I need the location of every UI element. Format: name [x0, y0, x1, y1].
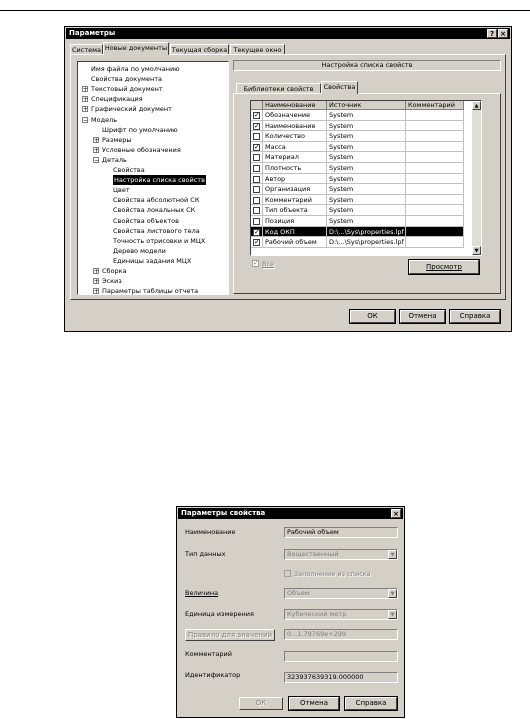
help-button[interactable]: Справка [450, 310, 500, 323]
row-name-cell: Рабочий объем [263, 237, 327, 248]
row-comment-cell [406, 216, 464, 227]
tree-item[interactable]: Шрифт по умолчанию [102, 125, 178, 134]
grid-scrollbar[interactable] [472, 101, 481, 255]
value-rule-button: Правило для значений [185, 629, 275, 641]
expand-icon[interactable]: + [94, 288, 100, 296]
table-row[interactable] [251, 142, 464, 153]
section-header: Настройка списка свойств [233, 60, 501, 71]
grid-header-comment[interactable]: Комментарий [406, 101, 464, 110]
close-icon[interactable]: × [498, 29, 508, 38]
row-name-cell: Организация [263, 184, 327, 195]
row-comment-cell [406, 152, 464, 163]
comment-field[interactable] [284, 651, 398, 662]
row-checkbox[interactable]: ✓ [254, 142, 260, 151]
row-name-cell: Комментарий [263, 195, 327, 206]
tree-item[interactable]: Графический документ [91, 105, 172, 114]
chevron-down-icon: ▼ [388, 589, 397, 598]
row-name-cell: Позиция [263, 216, 327, 227]
comment-label: Комментарий [185, 650, 232, 658]
row-checkbox[interactable] [253, 165, 260, 172]
expand-icon[interactable]: + [94, 268, 100, 275]
table-row[interactable] [251, 184, 464, 195]
tree-item[interactable]: Сборка [102, 267, 127, 275]
row-source-cell: System [327, 174, 406, 185]
row-check-cell [251, 216, 263, 227]
tree-item[interactable]: Точность отрисовки и МЦХ [113, 236, 206, 245]
unit-label: Единица измерения [185, 610, 254, 618]
row-check-cell [251, 142, 263, 153]
expand-icon[interactable]: + [94, 136, 100, 144]
tree-item[interactable]: Модель [91, 115, 118, 124]
tab-current-window[interactable]: Текущее окно [230, 44, 285, 55]
help-button[interactable]: Справка [345, 697, 397, 710]
expand-icon[interactable]: + [83, 86, 89, 94]
row-name-cell: Наименование [263, 121, 327, 132]
properties-grid [250, 100, 482, 256]
row-checkbox[interactable] [253, 197, 260, 204]
tree-item[interactable]: Дерево модели [113, 246, 166, 255]
row-checkbox[interactable]: ✓ [254, 121, 260, 130]
tree-item[interactable]: Свойства листового тела [113, 226, 200, 235]
grid-header-source[interactable]: Источник [327, 101, 406, 110]
tree-item[interactable]: Единицы задания МЦХ [113, 256, 192, 265]
property-params-dialog [176, 506, 405, 718]
row-checkbox[interactable]: ✓ [254, 227, 260, 236]
table-row[interactable] [251, 121, 464, 132]
properties-tab-page [233, 93, 501, 294]
row-check-cell [251, 110, 263, 121]
tree-item[interactable]: Свойства [113, 166, 145, 174]
row-check-cell [251, 227, 263, 238]
row-name-cell: Плотность [263, 163, 327, 174]
tree-item[interactable]: Размеры [102, 135, 132, 144]
preview-button[interactable]: Просмотр [409, 260, 479, 274]
value-rule-field: 0...1.79769e+299 [284, 629, 398, 640]
row-name-cell: Обозначение [263, 110, 327, 121]
tree-item[interactable]: Цвет [113, 186, 130, 195]
cancel-button[interactable]: Отмена [289, 697, 339, 710]
row-checkbox[interactable]: ✓ [254, 111, 260, 119]
row-source-cell: System [327, 142, 406, 153]
row-comment-cell [406, 174, 464, 185]
tree-item[interactable]: Настройка списка свойств [114, 176, 205, 185]
tab-system[interactable]: Система [71, 46, 101, 54]
property-dialog-title: Параметры свойства [181, 509, 266, 517]
row-check-cell [251, 174, 263, 185]
row-source-cell: System [327, 205, 406, 216]
row-name-cell: Автор [263, 174, 327, 185]
table-row[interactable] [251, 195, 464, 206]
row-source-cell: System [327, 131, 406, 142]
tree-item[interactable]: Спецификация [91, 95, 143, 104]
row-check-cell [251, 121, 263, 132]
data-type-value: Вещественный [287, 550, 339, 558]
row-name-cell: Масса [263, 142, 327, 153]
row-source-cell: System [327, 195, 406, 206]
expand-icon[interactable]: + [94, 278, 100, 286]
row-source-cell: System [327, 163, 406, 174]
ok-button[interactable]: ОК [350, 310, 395, 323]
table-row[interactable] [251, 205, 464, 216]
row-check-cell [251, 163, 263, 174]
tab-current-assembly[interactable]: Текущая сборка [171, 46, 228, 54]
collapse-icon[interactable]: − [83, 116, 89, 124]
row-name-cell: Код ОКП [263, 227, 327, 238]
row-comment-cell [406, 195, 464, 206]
expand-icon[interactable]: + [94, 146, 100, 154]
row-source-cell: System [327, 216, 406, 227]
row-comment-cell [406, 142, 464, 153]
expand-icon[interactable]: + [83, 106, 89, 114]
name-label: Наименование [185, 528, 236, 536]
chevron-down-icon: ▼ [388, 550, 397, 559]
row-checkbox[interactable] [253, 218, 260, 225]
table-row[interactable] [251, 174, 464, 185]
tab-properties[interactable]: Свойства [321, 81, 358, 94]
tab-new-documents[interactable]: Новые документы [103, 42, 169, 55]
table-row[interactable] [251, 237, 464, 248]
fill-from-list-label: Заполнение из списка [294, 570, 371, 578]
row-comment-cell [406, 237, 464, 248]
unit-value: Кубический метр [287, 610, 347, 618]
row-source-cell: System [327, 110, 406, 121]
all-checkbox[interactable]: ✓ [253, 259, 259, 267]
row-checkbox[interactable] [253, 133, 260, 140]
grid-header-name[interactable]: Наименование [263, 101, 327, 110]
tree-item[interactable]: Свойства абсолютной СК [113, 196, 200, 205]
property-dialog-titlebar [178, 508, 403, 519]
quantity-select [284, 588, 398, 599]
row-checkbox[interactable] [253, 186, 260, 193]
row-checkbox[interactable] [253, 207, 260, 214]
row-name-cell: Тип объекта [263, 205, 327, 216]
row-name-cell: Количество [263, 131, 327, 142]
row-check-cell [251, 152, 263, 163]
row-checkbox[interactable] [253, 154, 260, 161]
row-comment-cell [406, 184, 464, 195]
data-type-select [284, 549, 398, 560]
row-source-cell: System [327, 184, 406, 195]
row-checkbox[interactable] [253, 176, 260, 183]
tree-item[interactable]: Эскиз [102, 277, 122, 286]
collapse-icon[interactable]: − [94, 156, 100, 164]
row-comment-cell [406, 227, 464, 238]
row-checkbox[interactable]: ✓ [254, 238, 260, 247]
tree-item[interactable]: Имя файла по умолчанию [91, 65, 180, 73]
table-row[interactable] [251, 227, 464, 238]
tree-item[interactable]: Условные обозначения [102, 145, 181, 154]
tree-item[interactable]: Свойства локальных СК [113, 206, 196, 215]
row-comment-cell [406, 205, 464, 216]
table-row[interactable] [251, 131, 464, 142]
help-icon[interactable]: ? [487, 29, 497, 38]
quantity-value: Объем [287, 589, 310, 597]
tree-item[interactable]: Свойства документа [91, 75, 162, 84]
close-icon[interactable]: × [391, 509, 401, 518]
row-check-cell [251, 184, 263, 195]
row-name-cell: Материал [263, 152, 327, 163]
expand-icon[interactable]: + [83, 96, 89, 104]
unit-select [284, 609, 398, 620]
scroll-down-icon[interactable]: ▼ [472, 246, 481, 255]
grid-header-check [251, 101, 263, 110]
tree-item[interactable]: Текстовый документ [91, 85, 163, 94]
row-comment-cell [406, 121, 464, 132]
identifier-label: Идентификатор [185, 671, 241, 679]
all-label: Все [262, 260, 275, 268]
row-check-cell [251, 195, 263, 206]
ok-button: ОК [239, 697, 283, 710]
options-dialog-titlebar [66, 28, 510, 39]
cancel-button[interactable]: Отмена [400, 310, 445, 323]
row-source-cell: D:\...\Sys\properties.lpf [327, 227, 406, 238]
table-row[interactable] [251, 152, 464, 163]
identifier-field[interactable]: 323937639319.000000 [284, 672, 398, 683]
row-comment-cell [406, 110, 464, 121]
tab-property-libraries[interactable]: Библиотеки свойств [236, 83, 321, 94]
chevron-down-icon: ▼ [388, 610, 397, 619]
fill-from-list-checkbox [284, 570, 291, 577]
settings-tree [77, 61, 229, 295]
row-comment-cell [406, 131, 464, 142]
tab-page-new-documents [70, 54, 506, 300]
row-source-cell: System [327, 152, 406, 163]
tree-item[interactable]: Свойства объектов [113, 216, 179, 225]
tree-item[interactable]: Параметры таблицы отчета [102, 287, 199, 296]
row-source-cell: D:\...\Sys\properties.lpf [327, 237, 406, 248]
options-dialog [64, 26, 512, 332]
row-comment-cell [406, 163, 464, 174]
row-source-cell: System [327, 121, 406, 132]
data-type-label: Тип данных [185, 550, 226, 558]
row-check-cell [251, 131, 263, 142]
row-check-cell [251, 237, 263, 248]
tree-item[interactable]: Деталь [102, 155, 127, 164]
row-check-cell [251, 205, 263, 216]
table-row[interactable] [251, 163, 464, 174]
name-field[interactable]: Рабочий объем [284, 527, 398, 538]
table-row[interactable] [251, 110, 464, 121]
page-header-rule [0, 10, 530, 11]
dialog-title: Параметры [69, 29, 116, 37]
quantity-label: Величина [185, 589, 219, 597]
scroll-up-icon[interactable]: ▲ [472, 101, 481, 110]
table-row[interactable] [251, 216, 464, 227]
